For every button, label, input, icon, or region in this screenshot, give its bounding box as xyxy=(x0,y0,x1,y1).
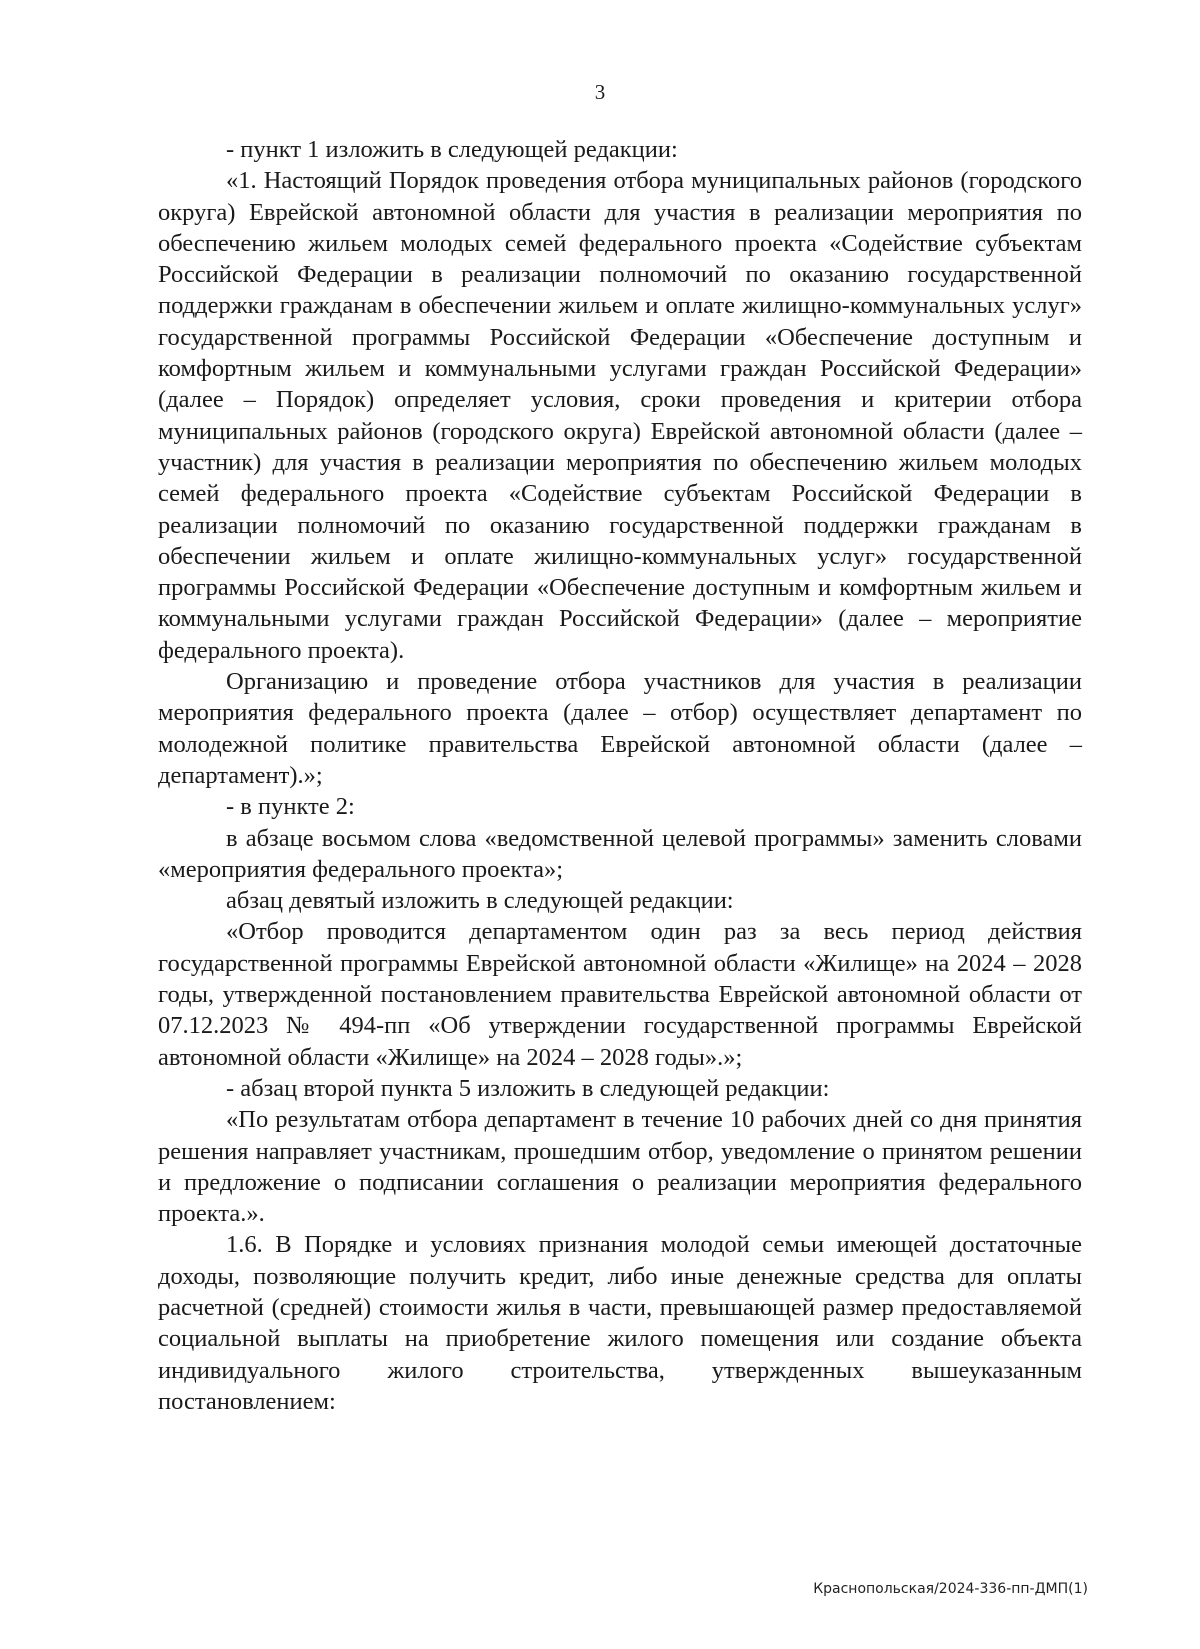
page-number: 3 xyxy=(594,80,606,104)
document-body xyxy=(158,134,1082,1417)
paragraph-item-5-heading: - абзац второй пункта 5 изложить в следующей редакции: xyxy=(226,1074,830,1102)
paragraph-item-2-heading: - в пункте 2: xyxy=(226,793,355,821)
paragraph-section-1-6: 1.6. В Порядке и условиях признания молодой семьи имеющей достаточные доходы, позволяющие получить кредит, либо иные денежные средства для оплаты расчетной (средней) стоимости жилья в части, превышающей размер предоставляемой социальной выплаты на приобретение жилого помещения или создание объекта индивидуального жилого строительства, утвержденных вышеуказанным постановлением: xyxy=(158,1231,1082,1415)
paragraph-item-5-text: «По результатам отбора департамент в течение 10 рабочих дней со дня принятия решения направляет участникам, прошедшим отбор, уведомление о принятом решении и предложение о подписании соглашения о реализации мероприятия федерального проекта.». xyxy=(158,1106,1082,1228)
paragraph-item-1-text: «1. Настоящий Порядок проведения отбора муниципальных районов (городского округа) Еврейской автономной области для участия в реализации мероприятия по обеспечению жильем молодых семей федерального проекта «Содействие субъектам Российской Федерации в реализации полномочий по оказанию государственной поддержки гражданам в обеспечении жильем и оплате жилищно-коммунальных услуг» государственной программы Российской Федерации «Обеспечение доступным и комфортным жильем и коммунальными услугами граждан Российской Федерации» (далее – Порядок) определяет условия, сроки проведения и критерии отбора муниципальных районов (городского округа) Еврейской автономной области (далее – участник) для участия в реализации мероприятия по обеспечению жильем молодых семей федерального проекта «Содействие субъектам Российской Федерации в реализации полномочий по оказанию государственной поддержки гражданам в обеспечении жильем и оплате жилищно-коммунальных услуг» государственной программы Российской Федерации «Обеспечение доступным и комфортным жильем и коммунальными услугами граждан Российской Федерации» (далее – мероприятие федерального проекта). xyxy=(158,167,1082,664)
paragraph-ninth-clause-heading: абзац девятый изложить в следующей редакции: xyxy=(226,887,734,915)
paragraph-organization: Организацию и проведение отбора участников для участия в реализации мероприятия федерального проекта (далее – отбор) осуществляет департамент по молодежной политике правительства Еврейской автономной области (далее – департамент).»; xyxy=(158,668,1082,789)
document-footer-code: Краснопольская/2024-336-пп-ДМП(1) xyxy=(813,1581,1088,1597)
paragraph-ninth-clause-text: «Отбор проводится департаментом один раз за весь период действия государственной программы Еврейской автономной области «Жилище» на 2024 – 2028 годы, утвержденной постановлением правительства Еврейской автономной области от 07.12.2023 № 494-пп «Об утверждении государственной программы Еврейской автономной области «Жилище» на 2024 – 2028 годы».»; xyxy=(158,918,1082,1071)
paragraph-item-1-heading: - пункт 1 изложить в следующей редакции: xyxy=(226,136,678,163)
paragraph-eighth-clause: в абзаце восьмом слова «ведомственной целевой программы» заменить словами «мероприятия федерального проекта»; xyxy=(158,824,1082,883)
